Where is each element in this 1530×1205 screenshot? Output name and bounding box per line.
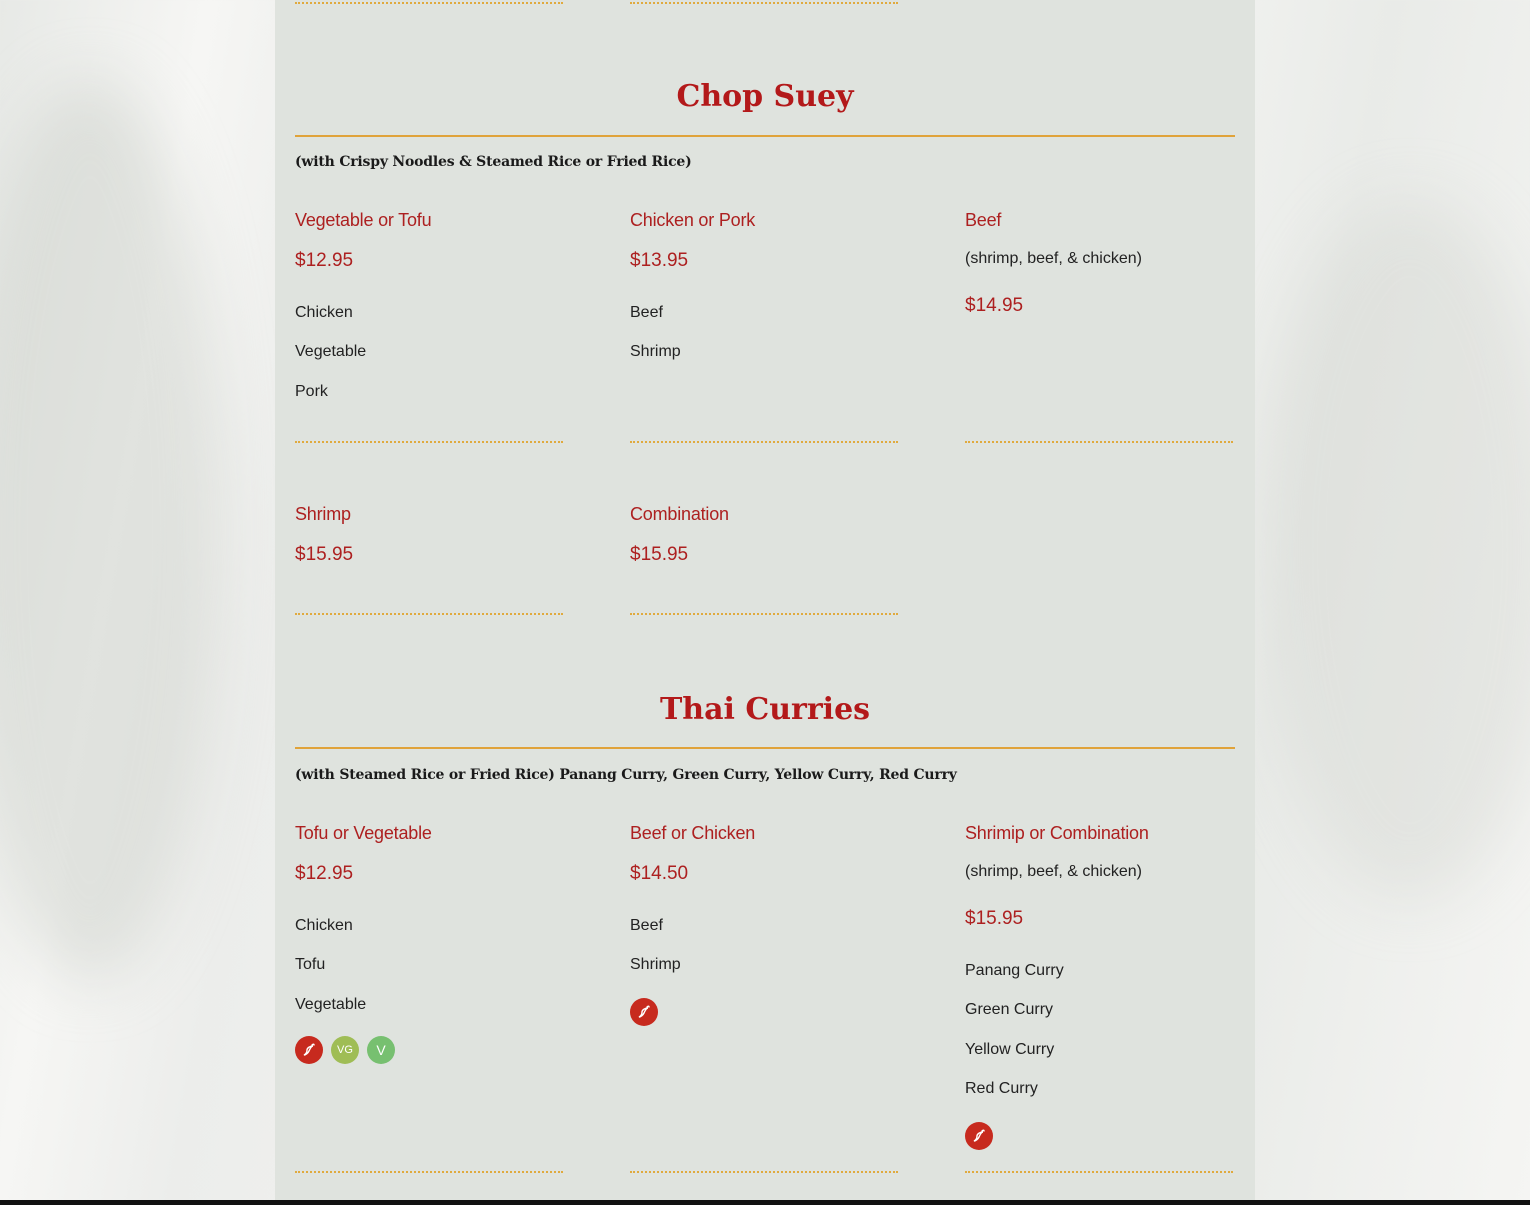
menu-item-name: Shrimp (295, 504, 351, 524)
menu-item-price: $15.95 (630, 544, 689, 565)
menu-item-option: Red Curry (965, 1080, 1038, 1097)
dotted-divider (965, 1171, 1233, 1173)
menu-item-name: Vegetable or Tofu (295, 210, 432, 230)
menu-item-option: Vegetable (295, 343, 367, 360)
dotted-divider (295, 1171, 563, 1173)
menu-item-name: Combination (630, 504, 729, 524)
menu-item-option: Shrimp (630, 956, 681, 973)
menu-item-option: Vegetable (295, 996, 367, 1013)
background-shadow (0, 80, 220, 980)
menu-item-option: Chicken (295, 917, 353, 934)
menu-item-option: Yellow Curry (965, 1041, 1055, 1058)
menu-item-name: Tofu or Vegetable (295, 823, 432, 843)
menu-item-name: Chicken or Pork (630, 210, 756, 230)
menu-item-option: Panang Curry (965, 962, 1064, 979)
section-note-thai-curries: (with Steamed Rice or Fried Rice) Panang Curry, Green Curry, Yellow Curry, Red Curry (295, 767, 957, 783)
menu-item-price: $12.95 (295, 863, 354, 884)
dotted-divider (965, 441, 1233, 443)
menu-item-option: Chicken (295, 304, 353, 321)
background-shadow (1260, 200, 1530, 900)
menu-item-price: $13.95 (630, 250, 689, 271)
dotted-divider (295, 613, 563, 615)
section-rule (295, 135, 1235, 137)
menu-item-description: (shrimp, beef, & chicken) (965, 250, 1142, 267)
dotted-divider (295, 441, 563, 443)
section-title-chop-suey: Chop Suey (676, 79, 854, 114)
menu-item-price: $12.95 (295, 250, 354, 271)
menu-item-option: Shrimp (630, 343, 681, 360)
menu-item-option: Beef (630, 917, 663, 934)
menu-item-name: Beef or Chicken (630, 823, 756, 843)
dotted-divider (295, 2, 563, 4)
menu-item-price: $15.95 (295, 544, 354, 565)
bottom-bar (0, 1200, 1530, 1205)
dotted-divider (630, 441, 898, 443)
section-rule (295, 747, 1235, 749)
vegetarian-icon: V (367, 1036, 395, 1064)
chili-pepper-icon (965, 1122, 993, 1150)
dotted-divider (630, 2, 898, 4)
menu-item-option: Green Curry (965, 1001, 1054, 1018)
menu-item-name: Shrimip or Combination (965, 823, 1149, 843)
vegan-icon: VG (331, 1036, 359, 1064)
dotted-divider (630, 613, 898, 615)
menu-item-price: $14.50 (630, 863, 689, 884)
section-note-chop-suey: (with Crispy Noodles & Steamed Rice or Fried Rice) (295, 154, 692, 170)
dotted-divider (630, 1171, 898, 1173)
chili-pepper-icon (630, 998, 658, 1026)
section-title-thai-curries: Thai Curries (659, 692, 871, 727)
menu-item-price: $15.95 (965, 908, 1024, 929)
menu-item-option: Tofu (295, 956, 326, 973)
menu-item-option: Beef (630, 304, 663, 321)
chili-pepper-icon (295, 1036, 323, 1064)
menu-item-description: (shrimp, beef, & chicken) (965, 863, 1142, 880)
menu-item-option: Pork (295, 383, 328, 400)
menu-panel (275, 0, 1255, 1200)
menu-item-price: $14.95 (965, 295, 1024, 316)
menu-item-name: Beef (965, 210, 1002, 230)
